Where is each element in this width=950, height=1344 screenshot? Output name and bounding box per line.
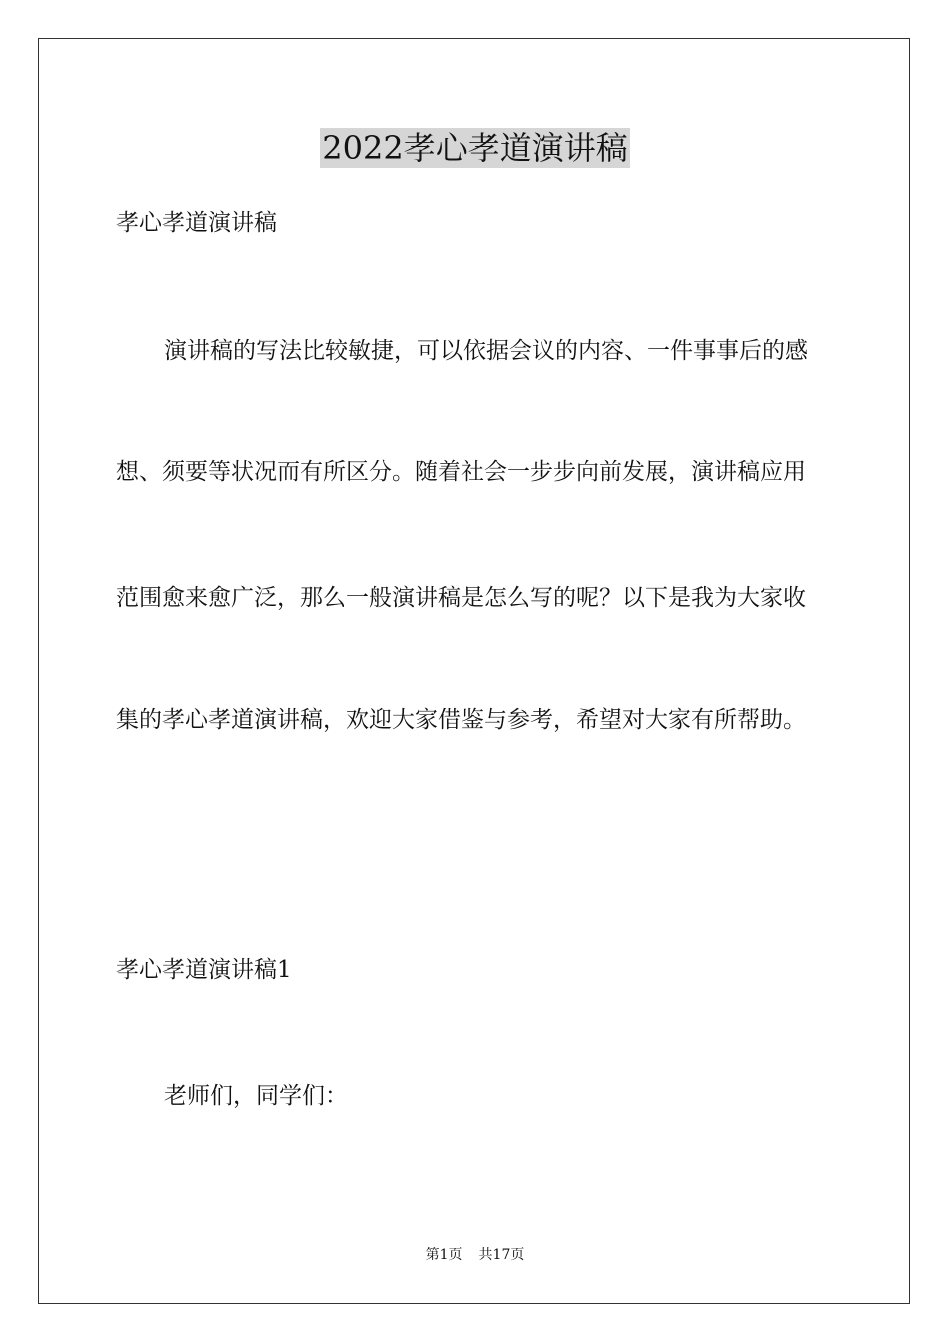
title-container (0, 128, 950, 168)
page-number-total: 共17页 (478, 1247, 525, 1263)
section-heading: 孝心孝道演讲稿1 (116, 957, 292, 983)
intro-paragraph-line-4: 集的孝心孝道演讲稿，欢迎大家借鉴与参考，希望对大家有所帮助。 (116, 707, 806, 733)
intro-paragraph-line-2: 想、须要等状况而有所区分。随着社会一步步向前发展，演讲稿应用 (116, 459, 806, 485)
intro-paragraph-line-3: 范围愈来愈广泛，那么一般演讲稿是怎么写的呢？以下是我为大家收 (116, 585, 806, 611)
greeting-line: 老师们，同学们： (164, 1083, 348, 1109)
page-footer (0, 1245, 950, 1265)
document-title: 2022孝心孝道演讲稿 (322, 129, 628, 167)
page-number-current: 第1页 (425, 1247, 463, 1263)
intro-paragraph-line-1: 演讲稿的写法比较敏捷，可以依据会议的内容、一件事事后的感 (164, 338, 808, 364)
document-subtitle: 孝心孝道演讲稿 (116, 210, 277, 236)
